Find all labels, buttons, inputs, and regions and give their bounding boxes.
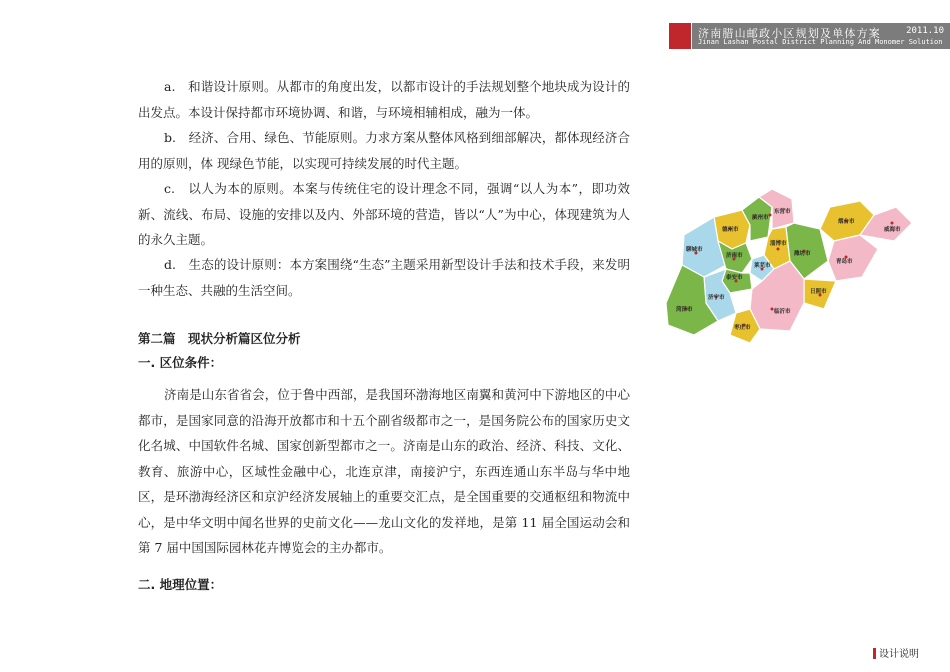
city-label-yantai: 烟台市: [838, 219, 855, 225]
city-label-rizhao: 日照市: [810, 289, 827, 295]
footer-text: 设计说明: [879, 649, 919, 660]
section-title: 第二篇 现状分析篇区位分析: [138, 331, 301, 346]
city-label-jinan: 济南市: [726, 253, 743, 259]
principle-b: b. 经济、合用、绿色、节能原则。力求方案从整体风格到细部解决，都体现经济合用的原则，体 现绿色节能，以实现可持续发展的时代主题。: [138, 130, 630, 171]
city-label-weifang: 潍坊市: [794, 251, 811, 257]
footer-accent: [873, 648, 876, 659]
header-title: 济南腊山邮政小区规划及单体方案: [698, 27, 881, 40]
city-label-taian: 泰安市: [726, 275, 743, 281]
city-label-binzhou: 滨州市: [752, 215, 769, 221]
principle-a: a. 和谐设计原则。从都市的角度出发，以都市设计的手法规划整个地块成为设计的出发点。本设计保持都市环境协调、和谐，与环境相辅相成，融为一体。: [138, 79, 630, 120]
principle-c: c. 以人为本的原则。本案与传统住宅的设计理念不同，强调“以人为本”，即功效新、流线、布局、设施的安排以及内、外部环境的营造，皆以“人”为中心，体现建筑为人的永久主题。: [138, 181, 630, 247]
region-qingdao: [828, 235, 878, 281]
city-label-jining: 济宁市: [708, 295, 725, 301]
principle-d: d. 生态的设计原则：本方案围绕“生态”主题采用新型设计手法和技术手段，来发明一种生态、共融的生活空间。: [138, 257, 630, 298]
city-label-zaozhuang: 枣庄市: [734, 325, 751, 331]
footer-label: [873, 645, 919, 660]
location-body: 济南是山东省省会，位于鲁中西部，是我国环渤海地区南翼和黄河中下游地区的中心都市，是国家同意的沿海开放都市和十五个副省级都市之一，是国务院公布的国家历史文化名城、中国软件名城、国家创新型都市之一。济南是山东的政治、经济、科技、文化、教育、旅游中心，区域性金融中心，北连京津，南接沪宁，东西连通山东半岛与华中地区，是环渤海经济区和京沪经济发展轴上的重要交汇点，是全国重要的交通枢纽和物流中心，是中华文明中闻名世界的史前文化——龙山文化的发祥地，是第 11 届全国运动会和第 7 届中国国际园林花卉博览会的主办都市。: [138, 387, 630, 555]
shandong-map: [664, 185, 924, 345]
city-label-linyi: 临沂市: [774, 309, 791, 315]
header-subtitle: Jinan Lashan Postal District Planning And Monomer Solution: [698, 38, 943, 46]
subsection-location: 一. 区位条件：: [138, 355, 223, 370]
header-accent: [669, 23, 691, 49]
city-label-qingdao: 青岛市: [836, 259, 853, 265]
header-date: 2011.10: [906, 26, 944, 36]
city-label-dezhou: 德州市: [722, 227, 739, 233]
city-label-laiwu: 莱芜市: [754, 263, 771, 269]
header-bar: [692, 23, 950, 49]
subsection-geography: 二. 地理位置：: [138, 577, 223, 592]
city-label-zibo: 淄博市: [770, 241, 787, 247]
city-label-heze: 菏泽市: [676, 307, 693, 313]
city-label-weihai: 威海市: [884, 227, 901, 233]
city-label-dongying: 东营市: [774, 209, 791, 215]
city-label-liaocheng: 聊城市: [686, 247, 703, 253]
